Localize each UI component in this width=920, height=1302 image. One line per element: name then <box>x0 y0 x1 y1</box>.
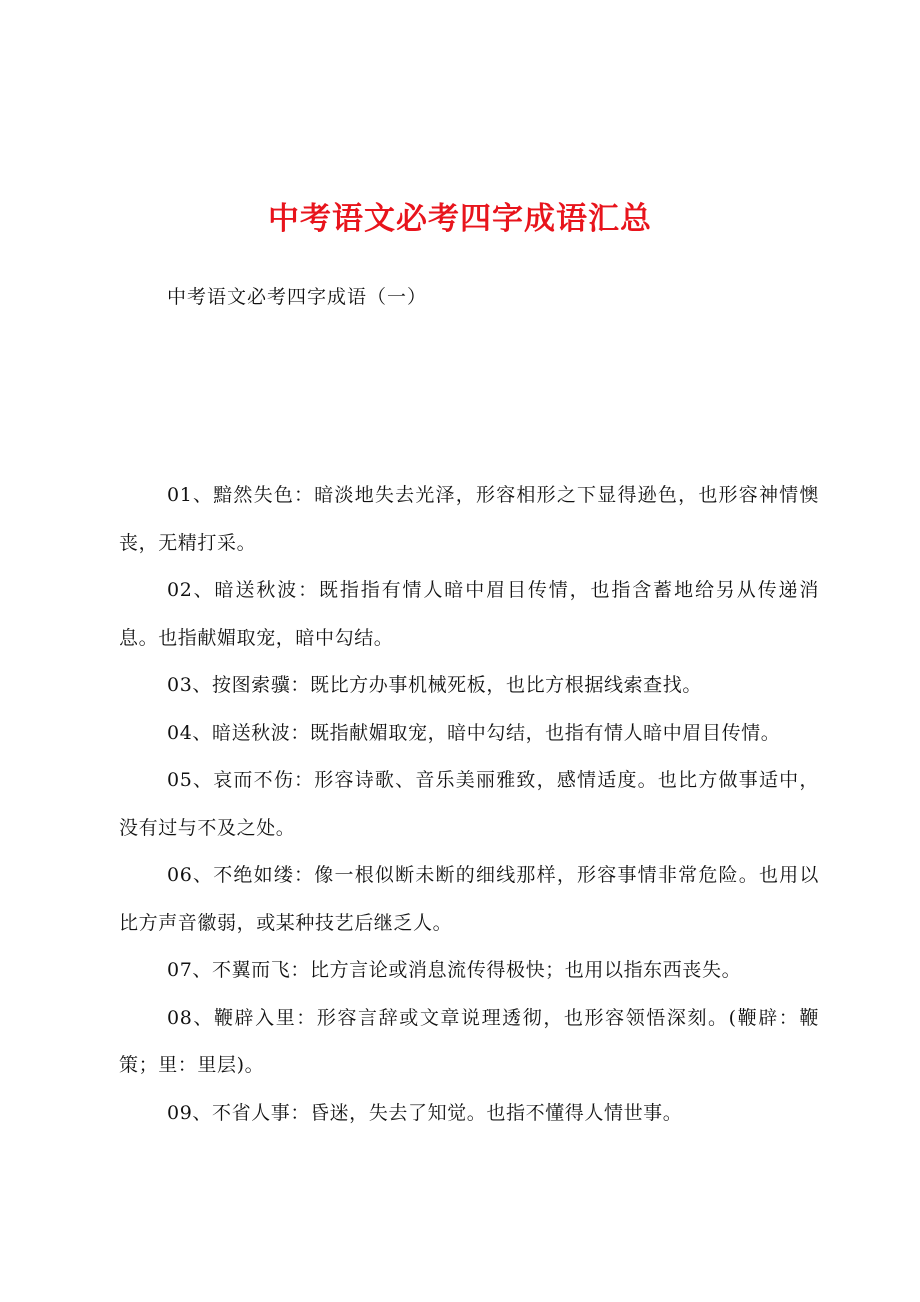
idiom-entry: 05、哀而不伤：形容诗歌、音乐美丽雅致，感情适度。也比方做事适中，没有过与不及之处。 <box>119 769 819 839</box>
idiom-entry: 03、按图索骥：既比方办事机械死板，也比方根据线索查找。 <box>167 674 702 696</box>
idiom-entry: 02、暗送秋波：既指指有情人暗中眉目传情，也指含蓄地给另从传递消息。也指献媚取宠，暗中勾结。 <box>119 579 819 649</box>
idiom-entry: 06、不绝如缕：像一根似断未断的细线那样，形容事情非常危险。也用以比方声音徽弱，或某种技艺后继乏人。 <box>119 864 819 934</box>
idiom-entry: 01、黯然失色：暗淡地失去光泽，形容相形之下显得逊色，也形容神情懊丧，无精打采。 <box>119 484 819 554</box>
idiom-entry: 08、鞭辟入里：形容言辞或文章说理透彻，也形容领悟深刻。(鞭辟：鞭策；里：里层)。 <box>119 1006 819 1076</box>
idiom-entry: 04、暗送秋波：既指献媚取宠，暗中勾结，也指有情人暗中眉目传情。 <box>167 721 781 744</box>
section-heading: 中考语文必考四字成语（一） <box>167 286 428 308</box>
idiom-entry: 07、不翼而飞：比方言论或消息流传得极快；也用以指东西丧失。 <box>167 959 742 981</box>
idiom-entry: 09、不省人事：昏迷，失去了知觉。也指不懂得人情世事。 <box>167 1101 683 1124</box>
idiom-list <box>119 472 819 1137</box>
document-title: 中考语文必考四字成语汇总 <box>268 201 652 237</box>
